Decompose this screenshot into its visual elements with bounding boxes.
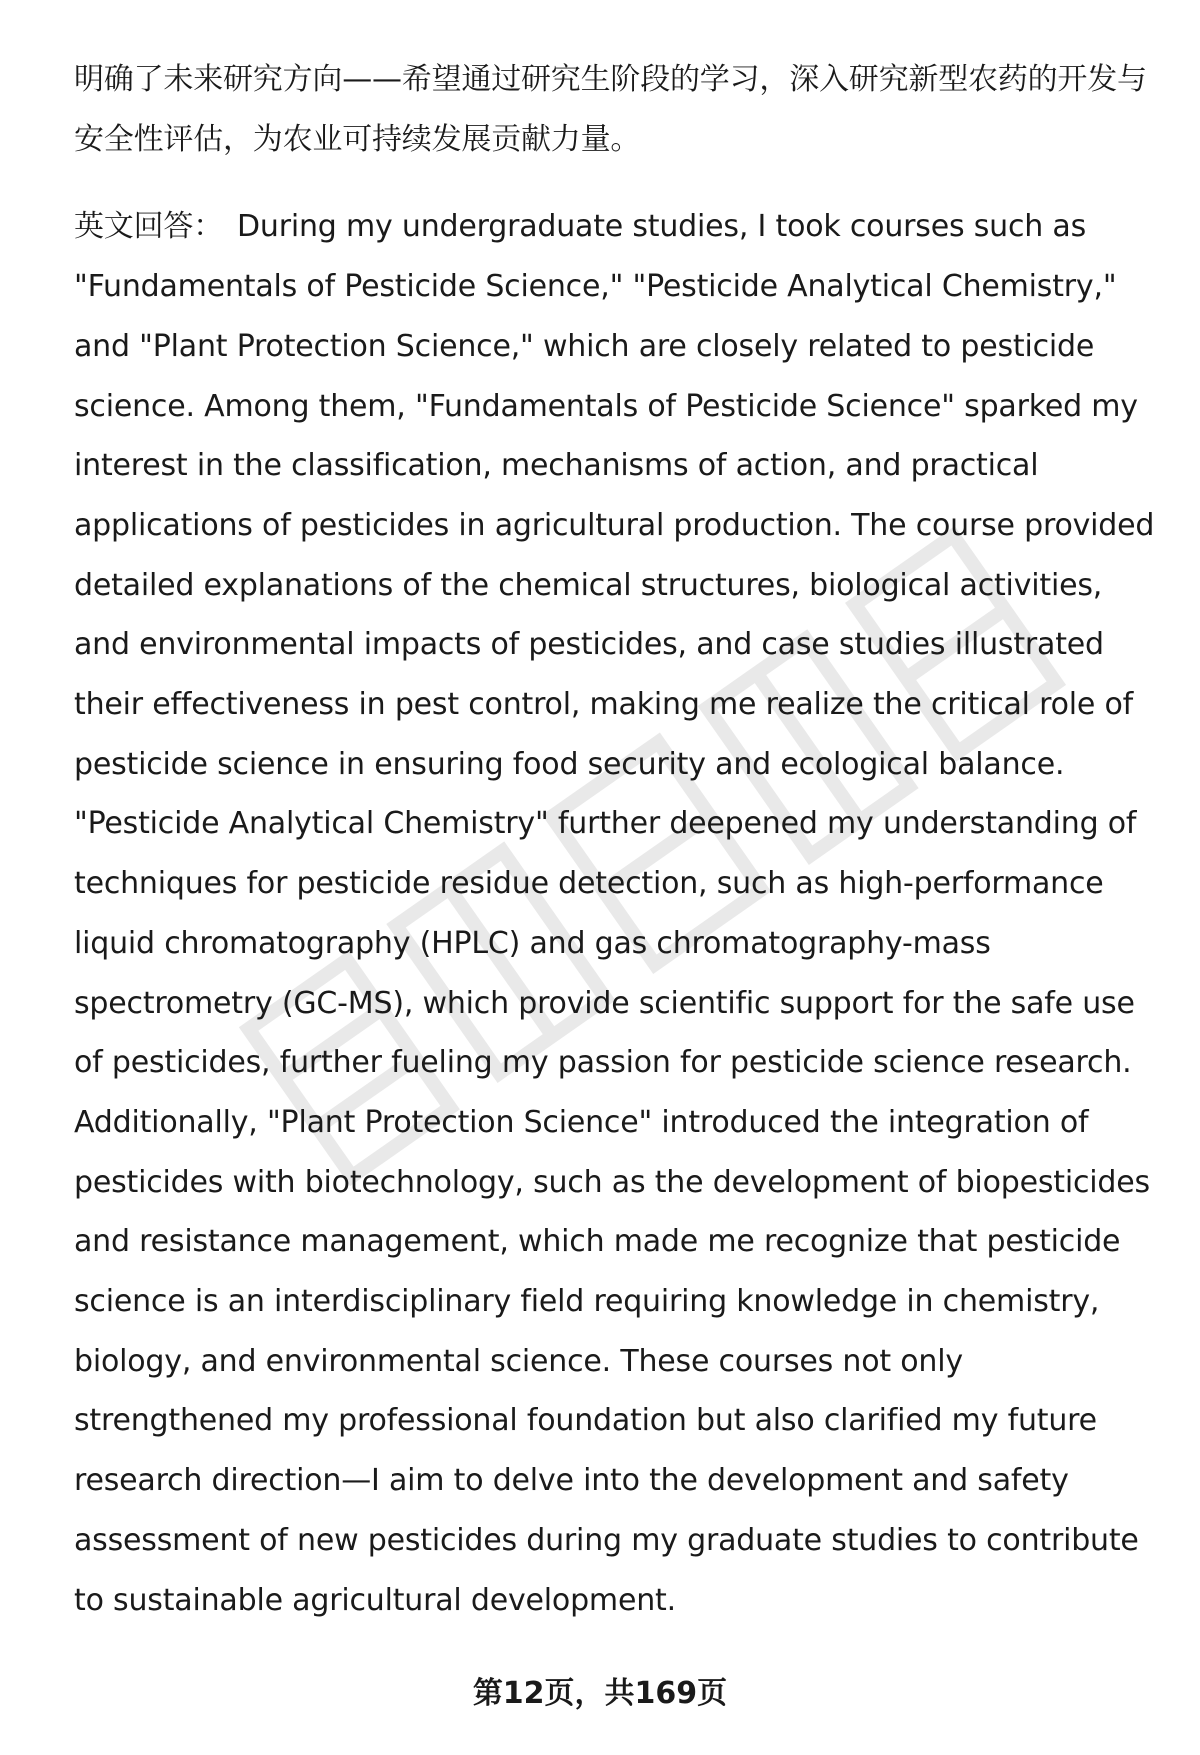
page-indicator: 第12页，共169页 — [472, 1676, 728, 1711]
paragraph-chinese-conclusion: 明确了未来研究方向——希望通过研究生阶段的学习，深入研究新型农药的开发与安全性评估，为农业可持续发展贡献力量。 — [74, 62, 1147, 157]
answer-label: 英文回答： — [74, 209, 223, 245]
answer-text: During my undergraduate studies, I took courses such as "Fundamentals of Pesticide Science," "Pesticide Analytical Chemistry," and "Plant Protection Science," which are closely related to pesticide science. Among them, "Fundamentals of Pesticide Science" sparked my interest in the classification, mechanisms of action, and practical applications of pesticides in agricultural production. The course provided detailed explanations of the chemical structures, biological activities, and environmental impacts of pesticides, and case studies illustrated their effectiveness in pest control, making me realize the critical role of pesticide science in ensuring food security and ecological balance. "Pesticide Analytical Chemistry" further deepened my understanding of techniques for pesticide residue detection, such as high-performance liquid chromatography (HPLC) and gas chromatography-mass spectrometry (GC-MS), which provide scientific support for the safe use of pesticides, further fueling my passion for pesticide science research. Additionally, "Plant Protection Science" introduced the integration of pesticides with biotechnology, such as the development of biopesticides and resistance management, which made me recognize that pesticide science is an interdisciplinary field requiring knowledge in chemistry, biology, and environmental science. These courses not only strengthened my professional foundation but also clarified my future research direction—I aim to delve into the development and safety assessment of new pesticides during my graduate studies to contribute to sustainable agricultural development. — [74, 209, 1155, 1618]
document-body — [74, 50, 1164, 1630]
paragraph-english-answer — [74, 197, 1164, 1630]
